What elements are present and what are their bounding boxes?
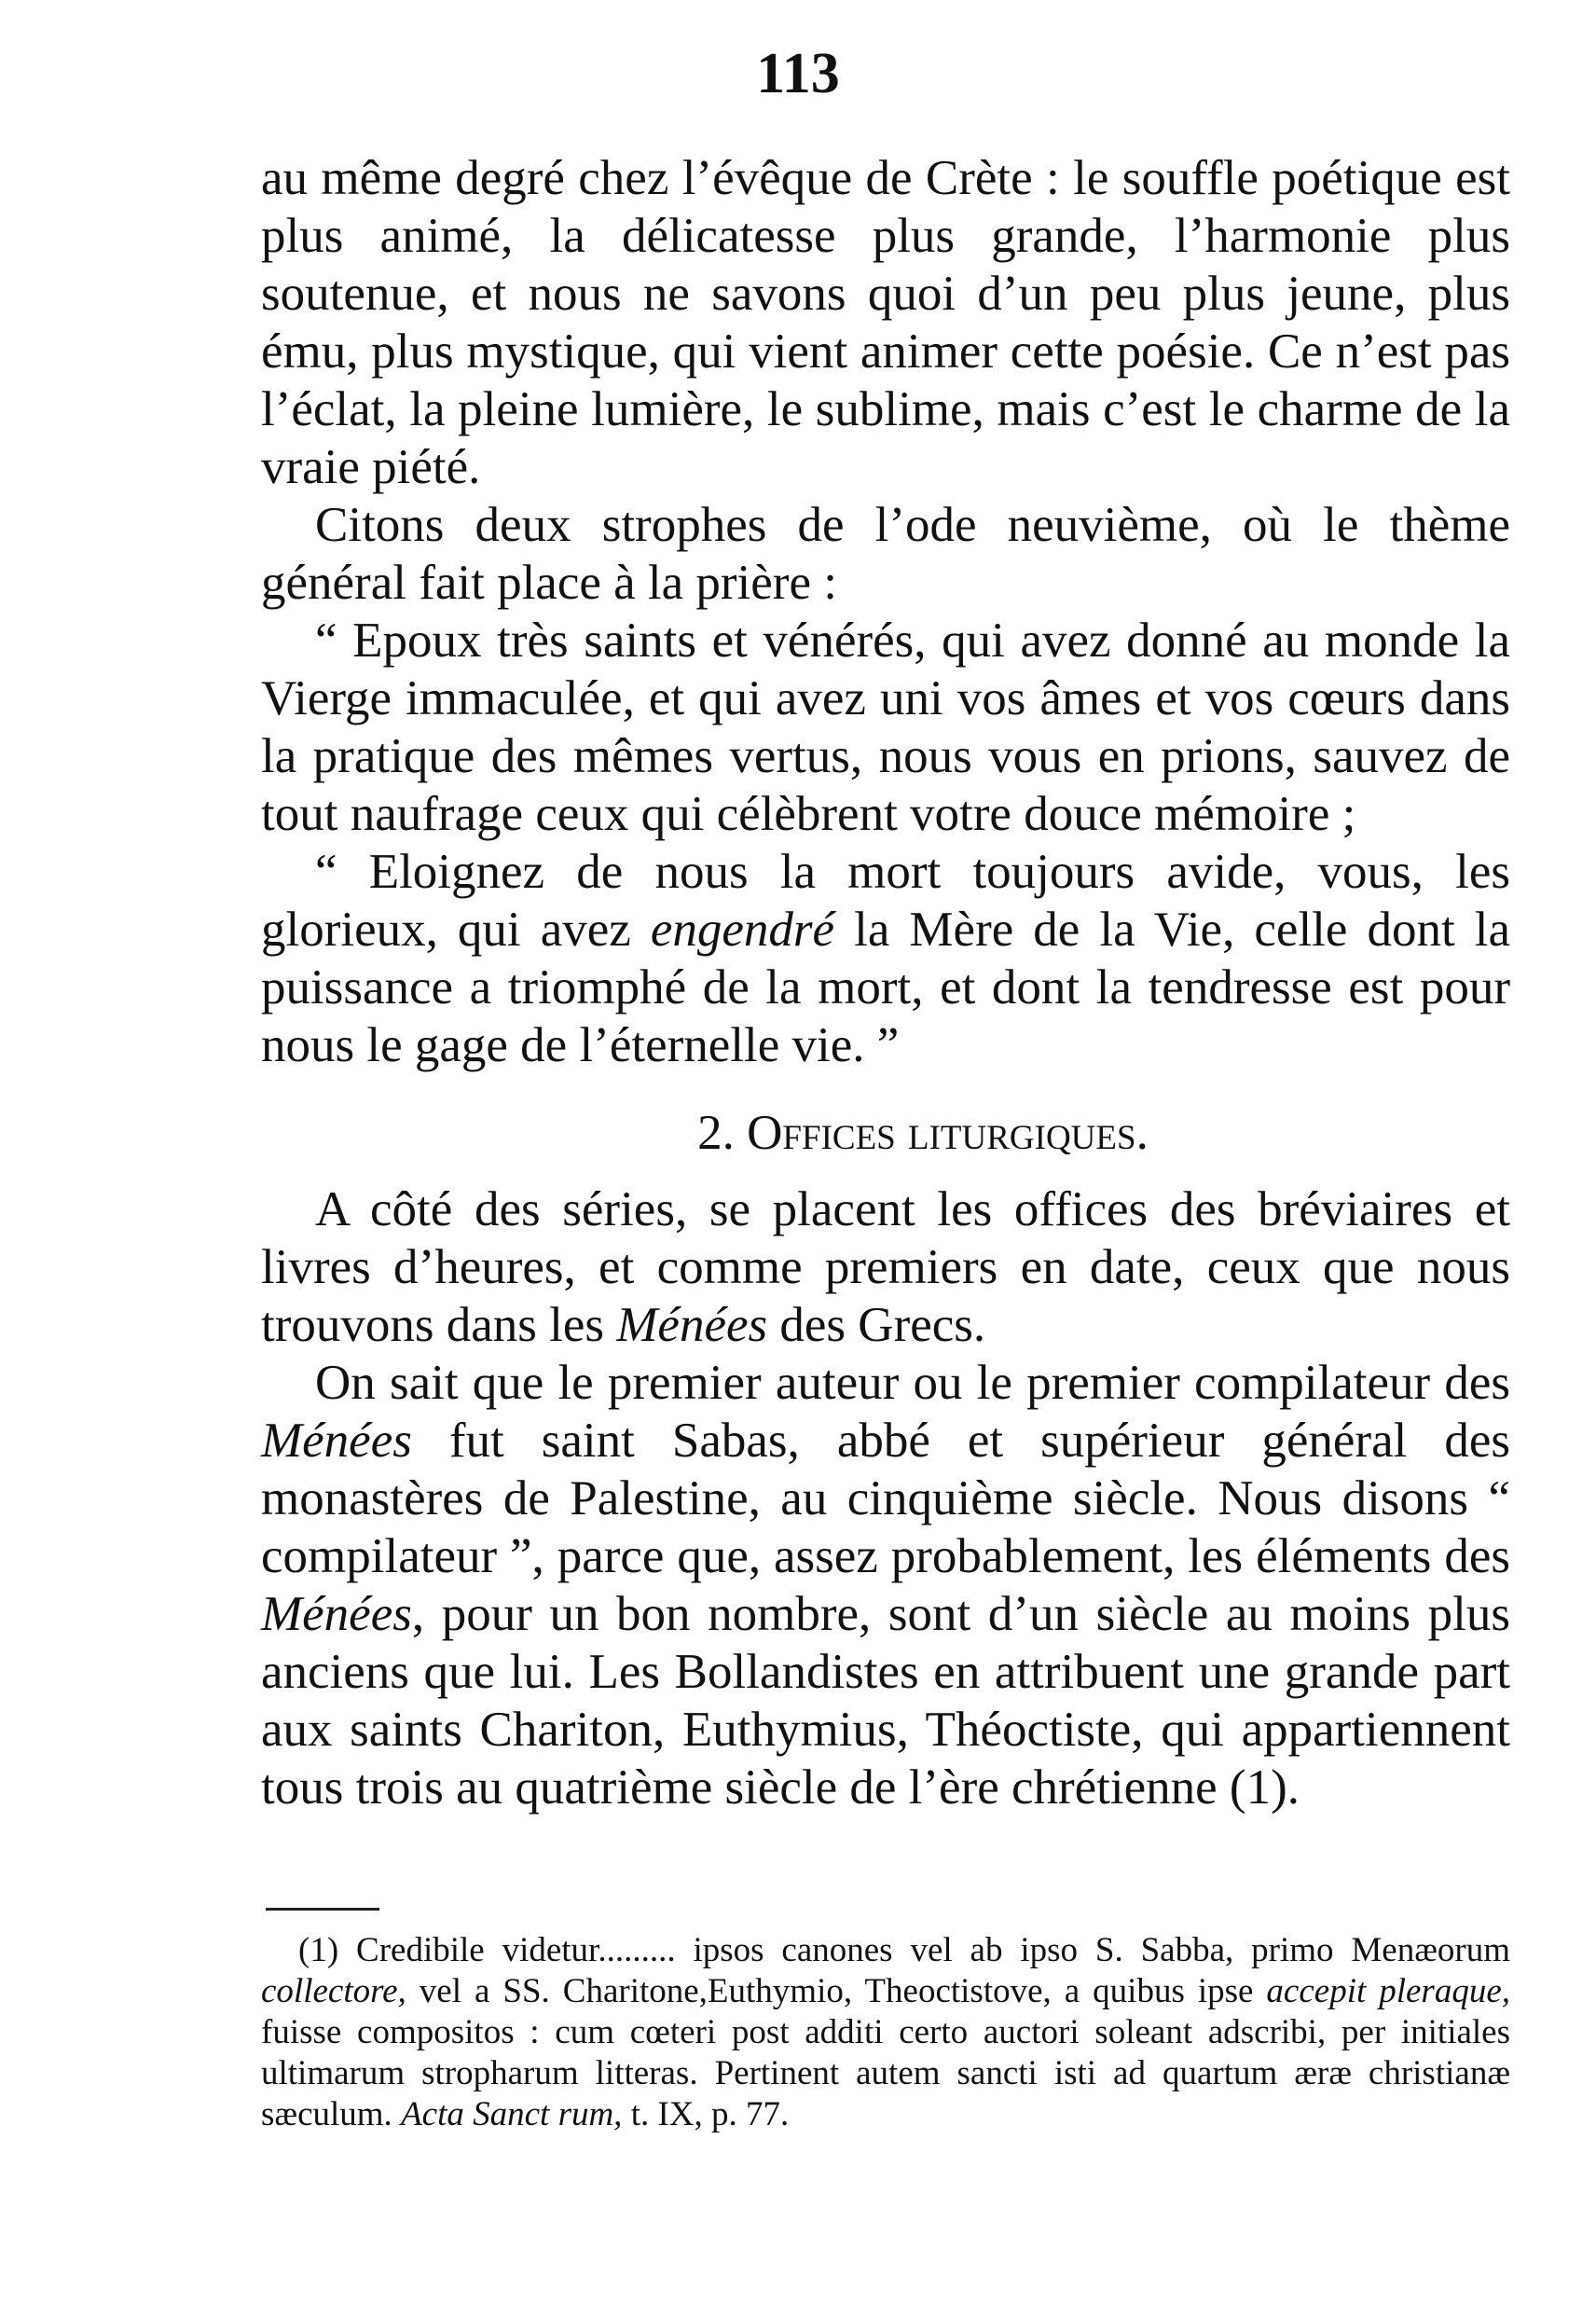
quote-strophe-1: “ Epoux très saints et vénérés, qui avez donné au monde la Vierge immaculée, et qui avez uni vos âmes et vos cœurs dans la pratique des mêmes vertus, nous vous en prions, sauvez de tout naufrage ceux qui célèbrent votre douce mémoire ; bbox=[261, 614, 1510, 841]
footnotes bbox=[261, 1930, 1510, 2135]
italic-run: collectore, bbox=[261, 1972, 406, 2010]
text-run: A côté des séries, se placent les offices des bréviaires et livres d’heures, et comme premiers en date, ceux que nous trouvons dans les bbox=[261, 1182, 1510, 1352]
text-run: fuisse compositos : cum cœteri post additi certo auctori soleant adscribi, per initiales ultimarum stropharum litteras. Pertinent autem sancti isti ad quartum æræ christianæ sæculum. bbox=[261, 2013, 1510, 2133]
text-run: On sait que le premier auteur ou le premier compilateur des bbox=[315, 1356, 1510, 1410]
italic-run: Ménées bbox=[261, 1587, 412, 1641]
paragraph-2: Citons deux strophes de l’ode neuvième, où le thème général fait place à la prière : bbox=[261, 498, 1510, 610]
paragraph-5 bbox=[261, 1180, 1510, 1354]
text-run: (1) Credibile videtur......... ipsos canones vel ab ipso S. Sabba, primo Menæorum bbox=[298, 1931, 1510, 1969]
page-number: 113 bbox=[756, 42, 840, 105]
text-run: la Mère de la Vie, celle dont la puissance a triomphé de la mort, et dont la tendresse est pour nous le gage de l’éternelle vie. ” bbox=[261, 903, 1511, 1072]
italic-run: Ménées bbox=[261, 1414, 412, 1468]
footnote-1 bbox=[261, 1930, 1510, 2135]
text-run: t. IX, p. 77. bbox=[622, 2095, 790, 2133]
text-run: fut saint Sabas, abbé et supérieur général des monastères de Palestine, au cinquième siècle. Nous disons “ compilateur ”, parce que, assez probablement, les éléments des bbox=[261, 1414, 1510, 1583]
text-run: , pour un bon nombre, sont d’un siècle au moins plus anciens que lui. Les Bollandistes en attribuent une grande part aux saints Chariton, Euthymius, Théoctiste, qui appartiennent tous trois au quatrième siècle de l’ère chrétienne (1). bbox=[261, 1587, 1510, 1815]
footnote-rule bbox=[266, 1908, 379, 1911]
italic-run: accepit pleraque, bbox=[1266, 1972, 1511, 2010]
section-title: 2. Offices liturgiques. bbox=[697, 1106, 1149, 1160]
paragraph-6 bbox=[261, 1354, 1510, 1816]
italic-run: Ménées bbox=[616, 1298, 768, 1352]
text-run: des Grecs. bbox=[767, 1298, 986, 1352]
emphasis-run: engendré bbox=[650, 903, 835, 957]
body-text bbox=[261, 149, 1510, 1816]
paragraph-1: au même degré chez l’évêque de Crète : le souffle poétique est plus animé, la délicatesse plus grande, l’harmonie plus soutenue, et nous ne savons quoi d’un peu plus jeune, plus ému, plus mystique, qui vient animer cette poésie. Ce n’est pas l’éclat, la pleine lumière, le sublime, mais c’est le charme de la vraie piété. bbox=[261, 151, 1510, 494]
text-run: vel a SS. Charitone,Euthymio, Theoctistove, a quibus ipse bbox=[406, 1972, 1267, 2010]
italic-run: Acta Sanct rum, bbox=[401, 2095, 623, 2133]
text-run: “ Eloignez de nous la mort toujours avide, vous, les glorieux, qui avez bbox=[261, 845, 1510, 957]
quote-strophe-2 bbox=[261, 843, 1510, 1074]
